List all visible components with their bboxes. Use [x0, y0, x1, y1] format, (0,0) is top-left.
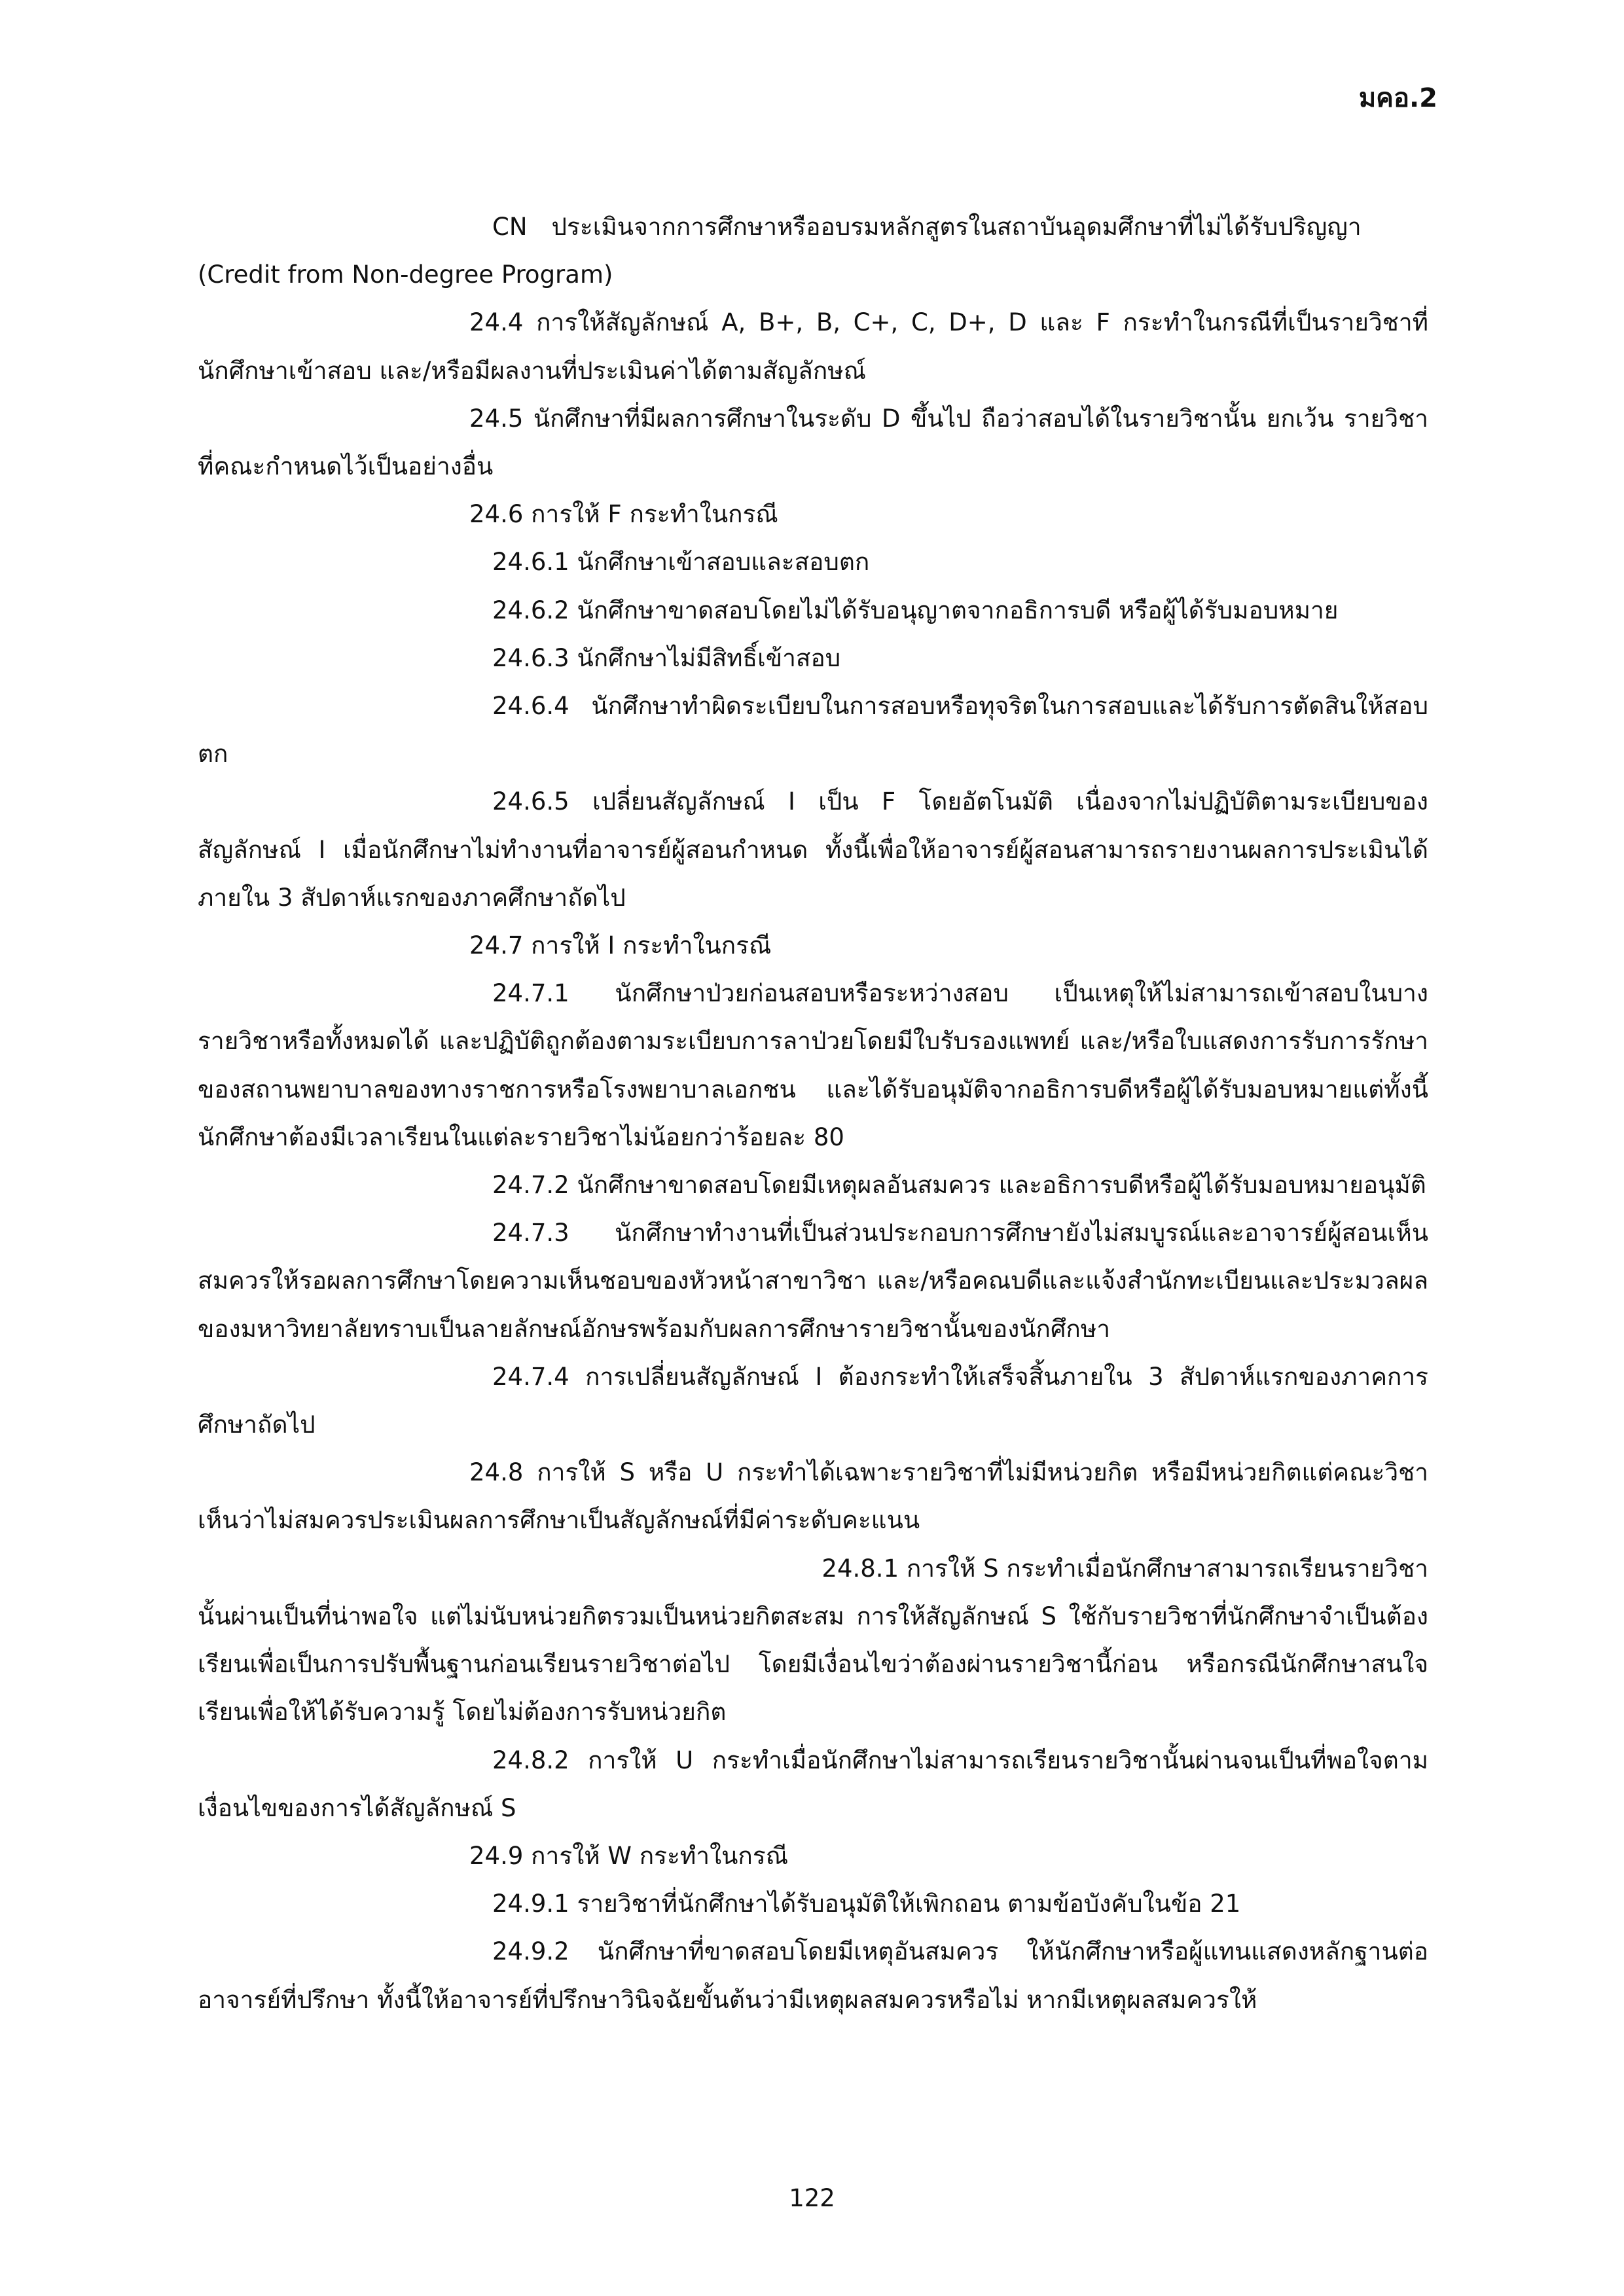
paragraph-24-8-1-heading: 24.8.1 การให้ S กระทำเมื่อนักศึกษาสามารถเรียนรายวิชา: [821, 1554, 1428, 1583]
paragraph-24-5: 24.5 นักศึกษาที่มีผลการศึกษาในระดับ D ขึ้นไป ถือว่าสอบได้ในรายวิชานั้น ยกเว้น รายวิชาที่คณะกำหนดไว้เป็นอย่างอื่น: [198, 404, 1428, 481]
paragraph-24-6-3: 24.6.3 นักศึกษาไม่มีสิทธิ์เข้าสอบ: [492, 643, 841, 672]
document-body: [198, 203, 1428, 2024]
paragraph-24-7-2: 24.7.2 นักศึกษาขาดสอบโดยมีเหตุผลอันสมควร และอธิการบดีหรือผู้ได้รับมอบหมายอนุมัติ: [492, 1171, 1426, 1200]
paragraph-24-6: 24.6 การให้ F กระทำในกรณี: [469, 500, 778, 529]
paragraph-24-9-2: 24.9.2 นักศึกษาที่ขาดสอบโดยมีเหตุอันสมควร ให้นักศึกษาหรือผู้แทนแสดงหลักฐานต่ออาจารย์ที่ปรึกษา ทั้งนี้ให้อาจารย์ที่ปรึกษาวินิจฉัยขั้นต้นว่ามีเหตุผลสมควรหรือไม่ หากมีเหตุผลสมควรให้: [198, 1937, 1428, 2014]
paragraph-24-7-3: 24.7.3 นักศึกษาทำงานที่เป็นส่วนประกอบการศึกษายังไม่สมบูรณ์และอาจารย์ผู้สอนเห็นสมควรให้รอผลการศึกษาโดยความเห็นชอบของหัวหน้าสาขาวิชา และ/หรือคณบดีและแจ้งสำนักทะเบียนและประมวลผลของมหาวิทยาลัยทราบเป็นลายลักษณ์อักษรพร้อมกับผลการศึกษารายวิชานั้นของนักศึกษา: [198, 1219, 1428, 1343]
paragraph-24-8-1-body: นั้นผ่านเป็นที่น่าพอใจ แต่ไม่นับหน่วยกิตรวมเป็นหน่วยกิตสะสม การให้สัญลักษณ์ S ใช้กับรายวิชาที่นักศึกษาจำเป็นต้องเรียนเพื่อเป็นการปรับพื้นฐานก่อนเรียนรายวิชาต่อไป โดยมีเงื่อนไขว่าต้องผ่านรายวิชานี้ก่อน หรือกรณีนักศึกษาสนใจเรียนเพื่อให้ได้รับความรู้ โดยไม่ต้องการรับหน่วยกิต: [198, 1602, 1428, 1727]
paragraph-24-7-1: 24.7.1 นักศึกษาป่วยก่อนสอบหรือระหว่างสอบ เป็นเหตุให้ไม่สามารถเข้าสอบในบางรายวิชาหรือทั้งหมดได้ และปฏิบัติถูกต้องตามระเบียบการลาป่วยโดยมีใบรับรองแพทย์ และ/หรือใบแสดงการรับการรักษาของสถานพยาบาลของทางราชการหรือโรงพยาบาลเอกชน และได้รับอนุมัติจากอธิการบดีหรือผู้ได้รับมอบหมายแต่ทั้งนี้นักศึกษาต้องมีเวลาเรียนในแต่ละรายวิชาไม่น้อยกว่าร้อยละ 80: [198, 979, 1428, 1151]
paragraph-24-8: 24.8 การให้ S หรือ U กระทำได้เฉพาะรายวิชาที่ไม่มีหน่วยกิต หรือมีหน่วยกิตแต่คณะวิชาเห็นว่าไม่สมควรประเมินผลการศึกษาเป็นสัญลักษณ์ที่มีค่าระดับคะแนน: [198, 1458, 1428, 1535]
page-number: 122: [789, 2184, 835, 2212]
paragraph-24-7-4: 24.7.4 การเปลี่ยนสัญลักษณ์ I ต้องกระทำให้เสร็จสิ้นภายใน 3 สัปดาห์แรกของภาคการศึกษาถัดไป: [198, 1362, 1428, 1439]
form-code-header: มคอ.2: [1358, 83, 1437, 113]
paragraph-24-4: 24.4 การให้สัญลักษณ์ A, B+, B, C+, C, D+, D และ F กระทำในกรณีที่เป็นรายวิชาที่นักศึกษาเข้าสอบ และ/หรือมีผลงานที่ประเมินค่าได้ตามสัญลักษณ์: [198, 308, 1428, 385]
paragraph-24-6-4: 24.6.4 นักศึกษาทำผิดระเบียบในการสอบหรือทุจริตในการสอบและได้รับการตัดสินให้สอบตก: [198, 692, 1428, 768]
paragraph-24-8-2: 24.8.2 การให้ U กระทำเมื่อนักศึกษาไม่สามารถเรียนรายวิชานั้นผ่านจนเป็นที่พอใจตามเงื่อนไขของการได้สัญลักษณ์ S: [198, 1746, 1428, 1822]
paragraph-24-6-5: 24.6.5 เปลี่ยนสัญลักษณ์ I เป็น F โดยอัตโนมัติ เนื่องจากไม่ปฏิบัติตามระเบียบของสัญลักษณ์ I เมื่อนักศึกษาไม่ทำงานที่อาจารย์ผู้สอนกำหนด ทั้งนี้เพื่อให้อาจารย์ผู้สอนสามารถรายงานผลการประเมินได้ภายใน 3 สัปดาห์แรกของภาคศึกษาถัดไป: [198, 787, 1428, 912]
paragraph-24-9-1: 24.9.1 รายวิชาที่นักศึกษาได้รับอนุมัติให้เพิกถอน ตามข้อบังคับในข้อ 21: [492, 1890, 1241, 1918]
paragraph-cn-definition: CN ประเมินจากการศึกษาหรืออบรมหลักสูตรในสถาบันอุดมศึกษาที่ไม่ได้รับปริญญา (Credit from Non-degree Program): [198, 213, 1362, 289]
paragraph-24-6-2: 24.6.2 นักศึกษาขาดสอบโดยไม่ได้รับอนุญาตจากอธิการบดี หรือผู้ได้รับมอบหมาย: [492, 596, 1339, 624]
paragraph-24-7: 24.7 การให้ I กระทำในกรณี: [469, 931, 772, 960]
paragraph-24-9: 24.9 การให้ W กระทำในกรณี: [469, 1841, 789, 1870]
paragraph-24-6-1: 24.6.1 นักศึกษาเข้าสอบและสอบตก: [492, 548, 870, 577]
